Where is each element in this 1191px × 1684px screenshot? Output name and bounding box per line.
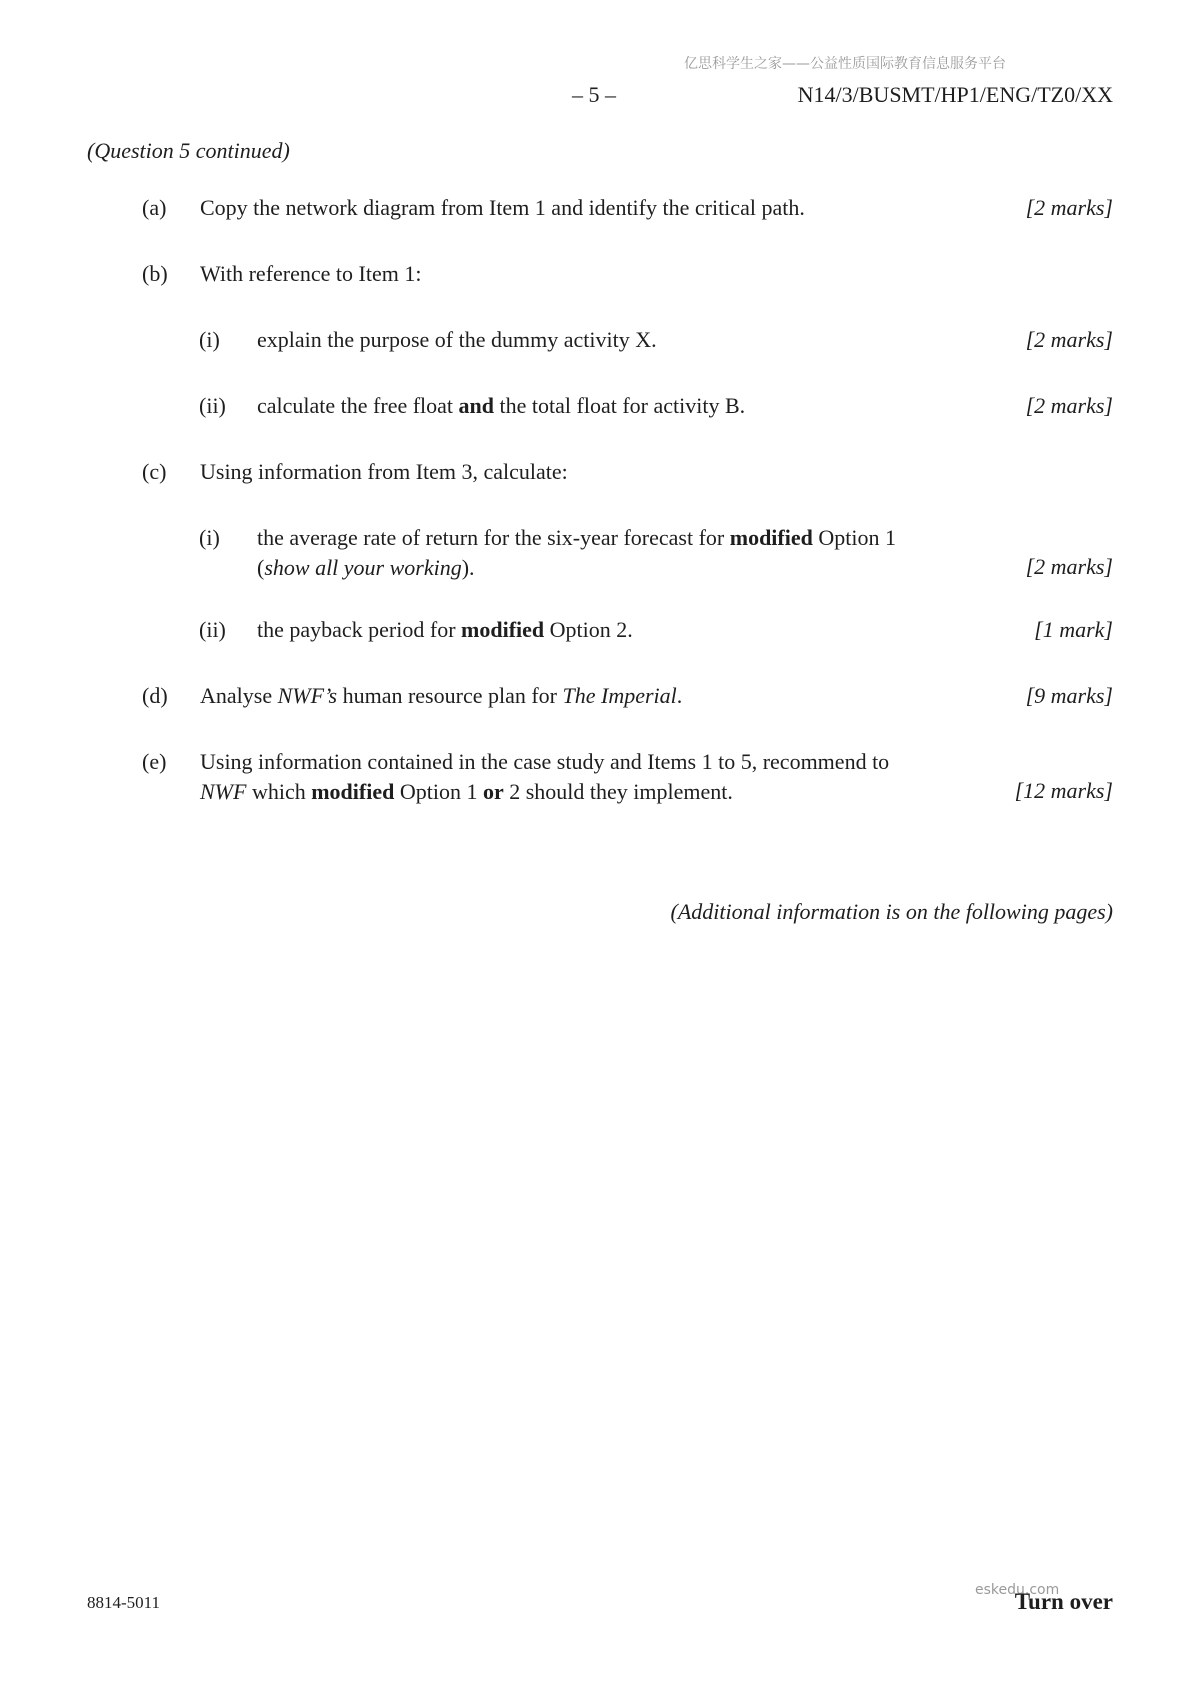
question-b-i-text: explain the purpose of the dummy activity X.: [257, 327, 657, 352]
question-d-text: Analyse NWF’s human resource plan for The Imperial.: [200, 683, 683, 708]
question-c-i-marks: [2 marks]: [1025, 554, 1113, 579]
question-a-marks: [2 marks]: [1025, 195, 1113, 220]
additional-info-note: (Additional information is on the following pages): [670, 899, 1113, 924]
question-b-ii-text: calculate the free float and the total float for activity B.: [257, 393, 746, 418]
question-c-ii-marks: [1 mark]: [1034, 617, 1113, 642]
question-e-text: Using information contained in the case study and Items 1 to 5, recommend to NWF which modified Option 1 or 2 should they implement.: [200, 749, 890, 804]
question-b-i-marks: [2 marks]: [1025, 327, 1113, 352]
question-d-label: (d): [142, 683, 168, 708]
question-continued-label: (Question 5 continued): [87, 138, 290, 163]
question-b-label: (b): [142, 261, 168, 286]
question-c-label: (c): [142, 459, 167, 484]
question-a-text: Copy the network diagram from Item 1 and identify the critical path.: [200, 195, 805, 220]
question-a-label: (a): [142, 195, 167, 220]
footer-code: 8814-5011: [87, 1593, 161, 1612]
watermark-header: 亿思科学生之家——公益性质国际教育信息服务平台: [684, 56, 1006, 72]
question-b-i-label: (i): [199, 327, 220, 352]
question-c-text: Using information from Item 3, calculate:: [200, 459, 568, 484]
turn-over-label: Turn over: [1014, 1589, 1113, 1614]
page-number: – 5 –: [572, 82, 616, 107]
question-b-ii-label: (ii): [199, 393, 226, 418]
question-e-marks: [12 marks]: [1014, 778, 1113, 803]
question-c-ii-text: the payback period for modified Option 2.: [257, 617, 633, 642]
question-c-i-text: the average rate of return for the six-year forecast for modified Option 1 (show all your working).: [257, 525, 896, 580]
question-e-label: (e): [142, 749, 167, 774]
question-b-text: With reference to Item 1:: [200, 261, 422, 286]
question-c-ii-label: (ii): [199, 617, 226, 642]
watermark-footer: eskedu.com: [975, 1582, 1060, 1598]
question-c-i-label: (i): [199, 525, 220, 550]
paper-code: N14/3/BUSMT/HP1/ENG/TZ0/XX: [797, 82, 1113, 107]
question-d-marks: [9 marks]: [1025, 683, 1113, 708]
question-b-ii-marks: [2 marks]: [1025, 393, 1113, 418]
